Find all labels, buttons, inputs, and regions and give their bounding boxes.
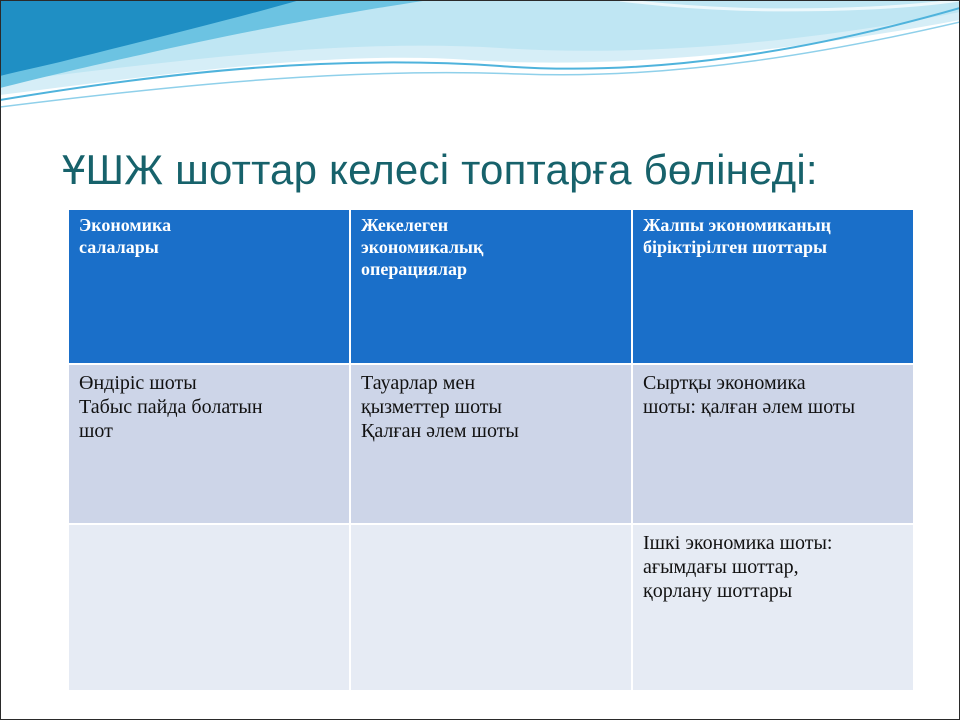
cell-text-line: ағымдағы шоттар, [643, 556, 799, 578]
cell-text-line: Тауарлар мен [361, 372, 476, 394]
header-cell-consolidated-accounts [632, 209, 914, 364]
cell-text-line: Қалған әлем шоты [361, 420, 519, 442]
table-cell [68, 364, 350, 524]
cell-text-line: Өндіріс шоты [79, 372, 197, 394]
accounts-table [67, 208, 915, 692]
table-cell [632, 364, 914, 524]
header-text-line: Экономика [79, 215, 172, 235]
table-cell-empty [68, 524, 350, 691]
table-header-row [68, 209, 914, 364]
cell-text-line: қызметтер шоты [361, 396, 502, 418]
header-cell-economy-sectors [68, 209, 350, 364]
cell-text-line: Табыс пайда болатын [79, 396, 263, 418]
table-row [68, 364, 914, 524]
header-text-line: экономикалық [361, 237, 484, 257]
table-row [68, 524, 914, 691]
table-cell [350, 364, 632, 524]
header-text-line: біріктірілген шоттары [643, 237, 828, 257]
header-text-line: Жекелеген [361, 215, 449, 235]
cell-text-line: Сыртқы экономика [643, 372, 806, 394]
header-text-line: Жалпы экономиканың [643, 215, 831, 235]
cell-text-line: Ішкі экономика шоты: [643, 532, 833, 554]
table-cell-empty [350, 524, 632, 691]
cell-text-line: шоты: қалған әлем шоты [643, 396, 856, 418]
table-cell [632, 524, 914, 691]
cell-text-line: қорлану шоттары [643, 580, 793, 602]
slide-title: ҰШЖ шоттар келесі топтарға бөлінеді: [62, 146, 818, 193]
cell-text-line: шот [79, 420, 113, 442]
header-cell-economic-operations [350, 209, 632, 364]
header-text-line: операциялар [361, 259, 467, 279]
header-text-line: салалары [79, 237, 159, 257]
decorative-waves [0, 0, 960, 120]
